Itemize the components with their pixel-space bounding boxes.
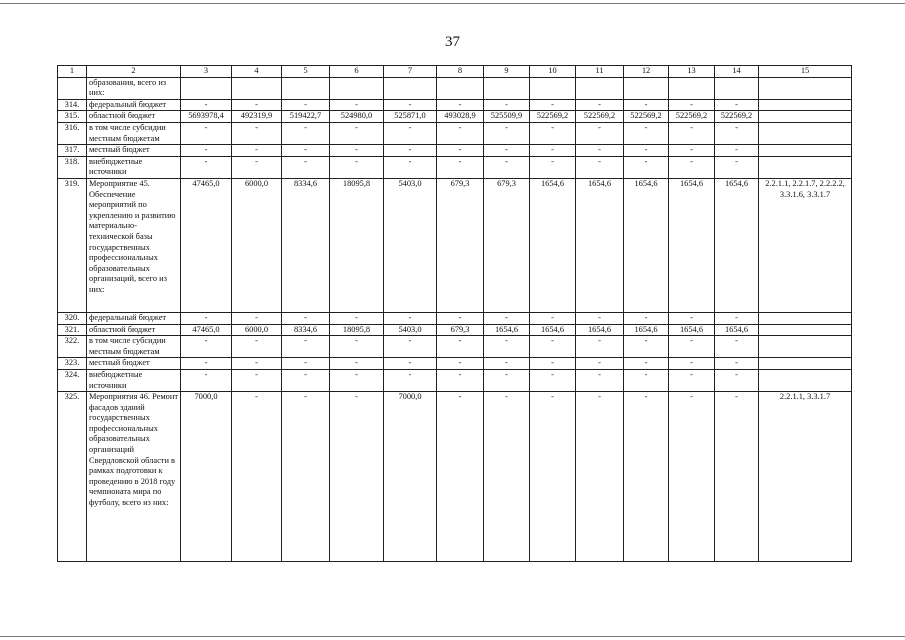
value-cell: - [232, 99, 282, 111]
target-indicators-cell [759, 99, 852, 111]
value-cell: - [624, 369, 669, 391]
value-cell: - [669, 122, 715, 144]
value-cell: - [181, 336, 232, 358]
value-cell: - [576, 392, 624, 562]
value-cell: - [624, 336, 669, 358]
value-cell: 47465,0 [181, 324, 232, 336]
row-number-cell: 321. [58, 324, 87, 336]
scan-edge-bottom [0, 636, 905, 637]
row-number-cell: 320. [58, 312, 87, 324]
value-cell [669, 77, 715, 99]
value-cell: - [282, 392, 330, 562]
value-cell: - [484, 156, 530, 178]
value-cell: - [669, 392, 715, 562]
value-cell: - [576, 122, 624, 144]
table-row [58, 358, 852, 370]
row-name-cell: Мероприятия 46. Ремонт фасадов зданий государственных профессиональных образовательных организаций Свердловской области в рамках подготовки к проведению в 2018 году чемпионата мира по футболу, всего из них: [87, 392, 181, 562]
value-cell: - [576, 99, 624, 111]
table-row [58, 312, 852, 324]
value-cell [282, 77, 330, 99]
value-cell: - [669, 145, 715, 157]
value-cell: 679,3 [484, 178, 530, 312]
value-cell [330, 77, 384, 99]
value-cell: 522569,2 [669, 111, 715, 123]
target-indicators-cell [759, 156, 852, 178]
value-cell: 525509,9 [484, 111, 530, 123]
value-cell: - [669, 156, 715, 178]
value-cell: - [282, 336, 330, 358]
value-cell: - [484, 358, 530, 370]
page-number: 37 [445, 34, 460, 50]
column-header: 6 [330, 66, 384, 78]
value-cell: 492319,9 [232, 111, 282, 123]
value-cell: - [437, 99, 484, 111]
row-number-cell: 323. [58, 358, 87, 370]
value-cell: - [437, 312, 484, 324]
row-name-cell: Мероприятие 45. Обеспечение мероприятий по укреплению и развитию материально-технической базы государственных профессиональных образовательных организаций, всего из них: [87, 178, 181, 312]
value-cell: - [437, 369, 484, 391]
value-cell: - [530, 99, 576, 111]
value-cell [715, 77, 759, 99]
value-cell: - [384, 99, 437, 111]
column-header: 4 [232, 66, 282, 78]
value-cell: 5693978,4 [181, 111, 232, 123]
table-row [58, 122, 852, 144]
value-cell: - [232, 369, 282, 391]
value-cell: - [181, 369, 232, 391]
value-cell: - [484, 336, 530, 358]
value-cell: - [181, 312, 232, 324]
column-header: 9 [484, 66, 530, 78]
budget-table [57, 65, 852, 562]
value-cell: 1654,6 [624, 178, 669, 312]
column-header: 12 [624, 66, 669, 78]
value-cell: - [576, 145, 624, 157]
value-cell: - [437, 358, 484, 370]
value-cell: - [330, 336, 384, 358]
row-number-cell: 314. [58, 99, 87, 111]
value-cell: - [624, 122, 669, 144]
value-cell: - [530, 392, 576, 562]
value-cell: - [330, 358, 384, 370]
column-header: 8 [437, 66, 484, 78]
row-number-cell: 322. [58, 336, 87, 358]
value-cell: - [232, 336, 282, 358]
row-number-cell [58, 77, 87, 99]
value-cell [530, 77, 576, 99]
value-cell: - [384, 336, 437, 358]
value-cell: 5403,0 [384, 324, 437, 336]
row-name-cell: внебюджетные источники [87, 156, 181, 178]
value-cell: - [576, 369, 624, 391]
table-row [58, 156, 852, 178]
value-cell: 1654,6 [624, 324, 669, 336]
value-cell: - [530, 336, 576, 358]
value-cell: 679,3 [437, 178, 484, 312]
value-cell: 7000,0 [384, 392, 437, 562]
value-cell: 522569,2 [576, 111, 624, 123]
table-row [58, 77, 852, 99]
value-cell [384, 77, 437, 99]
value-cell: - [530, 369, 576, 391]
target-indicators-cell [759, 358, 852, 370]
value-cell: - [181, 99, 232, 111]
header-row [58, 66, 852, 78]
row-number-cell: 319. [58, 178, 87, 312]
row-number-cell: 316. [58, 122, 87, 144]
table-row [58, 178, 852, 312]
value-cell: - [384, 122, 437, 144]
value-cell: - [576, 312, 624, 324]
value-cell: - [330, 156, 384, 178]
value-cell: - [384, 145, 437, 157]
table-row [58, 324, 852, 336]
target-indicators-cell [759, 324, 852, 336]
value-cell: - [330, 312, 384, 324]
value-cell: - [530, 358, 576, 370]
row-name-cell: федеральный бюджет [87, 312, 181, 324]
value-cell [181, 77, 232, 99]
row-name-cell: местный бюджет [87, 358, 181, 370]
value-cell: - [330, 122, 384, 144]
value-cell: - [330, 369, 384, 391]
value-cell: - [624, 99, 669, 111]
value-cell: - [576, 156, 624, 178]
value-cell: 5403,0 [384, 178, 437, 312]
row-name-cell: местный бюджет [87, 145, 181, 157]
row-number-cell: 315. [58, 111, 87, 123]
value-cell: - [715, 369, 759, 391]
value-cell: - [282, 312, 330, 324]
column-header: 11 [576, 66, 624, 78]
value-cell: - [669, 369, 715, 391]
value-cell: - [624, 312, 669, 324]
value-cell: - [384, 358, 437, 370]
table-row [58, 145, 852, 157]
value-cell: - [232, 312, 282, 324]
row-number-cell: 318. [58, 156, 87, 178]
value-cell [484, 77, 530, 99]
row-name-cell: областной бюджет [87, 324, 181, 336]
value-cell: 6000,0 [232, 178, 282, 312]
value-cell: - [282, 369, 330, 391]
value-cell: - [330, 145, 384, 157]
value-cell: - [232, 122, 282, 144]
target-indicators-cell: 2.2.1.1, 3.3.1.7 [759, 392, 852, 562]
value-cell: - [624, 156, 669, 178]
value-cell: - [669, 99, 715, 111]
value-cell: 47465,0 [181, 178, 232, 312]
value-cell: - [669, 358, 715, 370]
value-cell: 679,3 [437, 324, 484, 336]
value-cell: - [330, 99, 384, 111]
value-cell: - [330, 392, 384, 562]
value-cell: 522569,2 [715, 111, 759, 123]
value-cell: - [715, 145, 759, 157]
value-cell: - [669, 312, 715, 324]
table-row [58, 336, 852, 358]
column-header: 7 [384, 66, 437, 78]
value-cell: 1654,6 [576, 178, 624, 312]
row-number-cell: 325. [58, 392, 87, 562]
row-name-cell: образования, всего из них: [87, 77, 181, 99]
value-cell: - [484, 122, 530, 144]
value-cell: - [437, 336, 484, 358]
column-header: 13 [669, 66, 715, 78]
column-header: 10 [530, 66, 576, 78]
value-cell: 8334,6 [282, 178, 330, 312]
value-cell: 1654,6 [576, 324, 624, 336]
value-cell: - [282, 122, 330, 144]
value-cell: - [437, 156, 484, 178]
row-name-cell: внебюджетные источники [87, 369, 181, 391]
value-cell: - [484, 145, 530, 157]
table-row [58, 392, 852, 562]
value-cell: 18095,8 [330, 324, 384, 336]
value-cell: 7000,0 [181, 392, 232, 562]
value-cell: - [484, 312, 530, 324]
value-cell: 519422,7 [282, 111, 330, 123]
row-number-cell: 324. [58, 369, 87, 391]
target-indicators-cell [759, 369, 852, 391]
value-cell: - [282, 358, 330, 370]
value-cell: - [530, 312, 576, 324]
value-cell: - [715, 156, 759, 178]
value-cell: - [624, 145, 669, 157]
value-cell: - [282, 145, 330, 157]
value-cell: - [181, 156, 232, 178]
target-indicators-cell [759, 312, 852, 324]
value-cell: 524980,0 [330, 111, 384, 123]
table-row [58, 369, 852, 391]
row-name-cell: в том числе субсидии местным бюджетам [87, 336, 181, 358]
table-row [58, 111, 852, 123]
target-indicators-cell [759, 145, 852, 157]
column-header: 14 [715, 66, 759, 78]
value-cell: - [715, 99, 759, 111]
value-cell: - [576, 358, 624, 370]
value-cell: - [437, 392, 484, 562]
value-cell: - [181, 145, 232, 157]
value-cell: - [530, 122, 576, 144]
value-cell: 1654,6 [715, 178, 759, 312]
value-cell: 1654,6 [669, 324, 715, 336]
value-cell: - [715, 312, 759, 324]
value-cell: - [576, 336, 624, 358]
value-cell: - [484, 392, 530, 562]
value-cell: - [624, 358, 669, 370]
value-cell: 8334,6 [282, 324, 330, 336]
row-name-cell: в том числе субсидии местным бюджетам [87, 122, 181, 144]
value-cell: - [384, 312, 437, 324]
scan-edge-top [0, 3, 905, 4]
value-cell: 522569,2 [624, 111, 669, 123]
value-cell: - [669, 336, 715, 358]
value-cell: - [715, 358, 759, 370]
value-cell: 1654,6 [530, 324, 576, 336]
value-cell: 1654,6 [669, 178, 715, 312]
target-indicators-cell [759, 77, 852, 99]
table-body [58, 66, 852, 562]
target-indicators-cell [759, 336, 852, 358]
value-cell [437, 77, 484, 99]
value-cell: - [232, 358, 282, 370]
value-cell: - [715, 392, 759, 562]
value-cell: - [530, 156, 576, 178]
table-row [58, 99, 852, 111]
value-cell: - [624, 392, 669, 562]
value-cell [624, 77, 669, 99]
target-indicators-cell [759, 111, 852, 123]
row-name-cell: федеральный бюджет [87, 99, 181, 111]
column-header: 15 [759, 66, 852, 78]
value-cell: - [181, 358, 232, 370]
value-cell: - [384, 156, 437, 178]
value-cell: 1654,6 [484, 324, 530, 336]
value-cell: - [232, 145, 282, 157]
value-cell: - [384, 369, 437, 391]
column-header: 1 [58, 66, 87, 78]
row-number-cell: 317. [58, 145, 87, 157]
value-cell: - [437, 145, 484, 157]
value-cell: - [181, 122, 232, 144]
value-cell [576, 77, 624, 99]
value-cell: - [282, 156, 330, 178]
value-cell: - [484, 99, 530, 111]
target-indicators-cell [759, 122, 852, 144]
value-cell: - [232, 156, 282, 178]
value-cell: 1654,6 [530, 178, 576, 312]
column-header: 5 [282, 66, 330, 78]
column-header: 3 [181, 66, 232, 78]
column-header: 2 [87, 66, 181, 78]
row-name-cell: областной бюджет [87, 111, 181, 123]
value-cell: 6000,0 [232, 324, 282, 336]
value-cell [232, 77, 282, 99]
value-cell: 522569,2 [530, 111, 576, 123]
value-cell: - [282, 99, 330, 111]
value-cell: - [530, 145, 576, 157]
target-indicators-cell: 2.2.1.1, 2.2.1.7, 2.2.2.2, 3.3.1.6, 3.3.1.7 [759, 178, 852, 312]
value-cell: 18095,8 [330, 178, 384, 312]
value-cell: - [715, 336, 759, 358]
value-cell: 525871,0 [384, 111, 437, 123]
value-cell: - [437, 122, 484, 144]
value-cell: 1654,6 [715, 324, 759, 336]
value-cell: - [232, 392, 282, 562]
value-cell: - [484, 369, 530, 391]
value-cell: - [715, 122, 759, 144]
value-cell: 493028,9 [437, 111, 484, 123]
